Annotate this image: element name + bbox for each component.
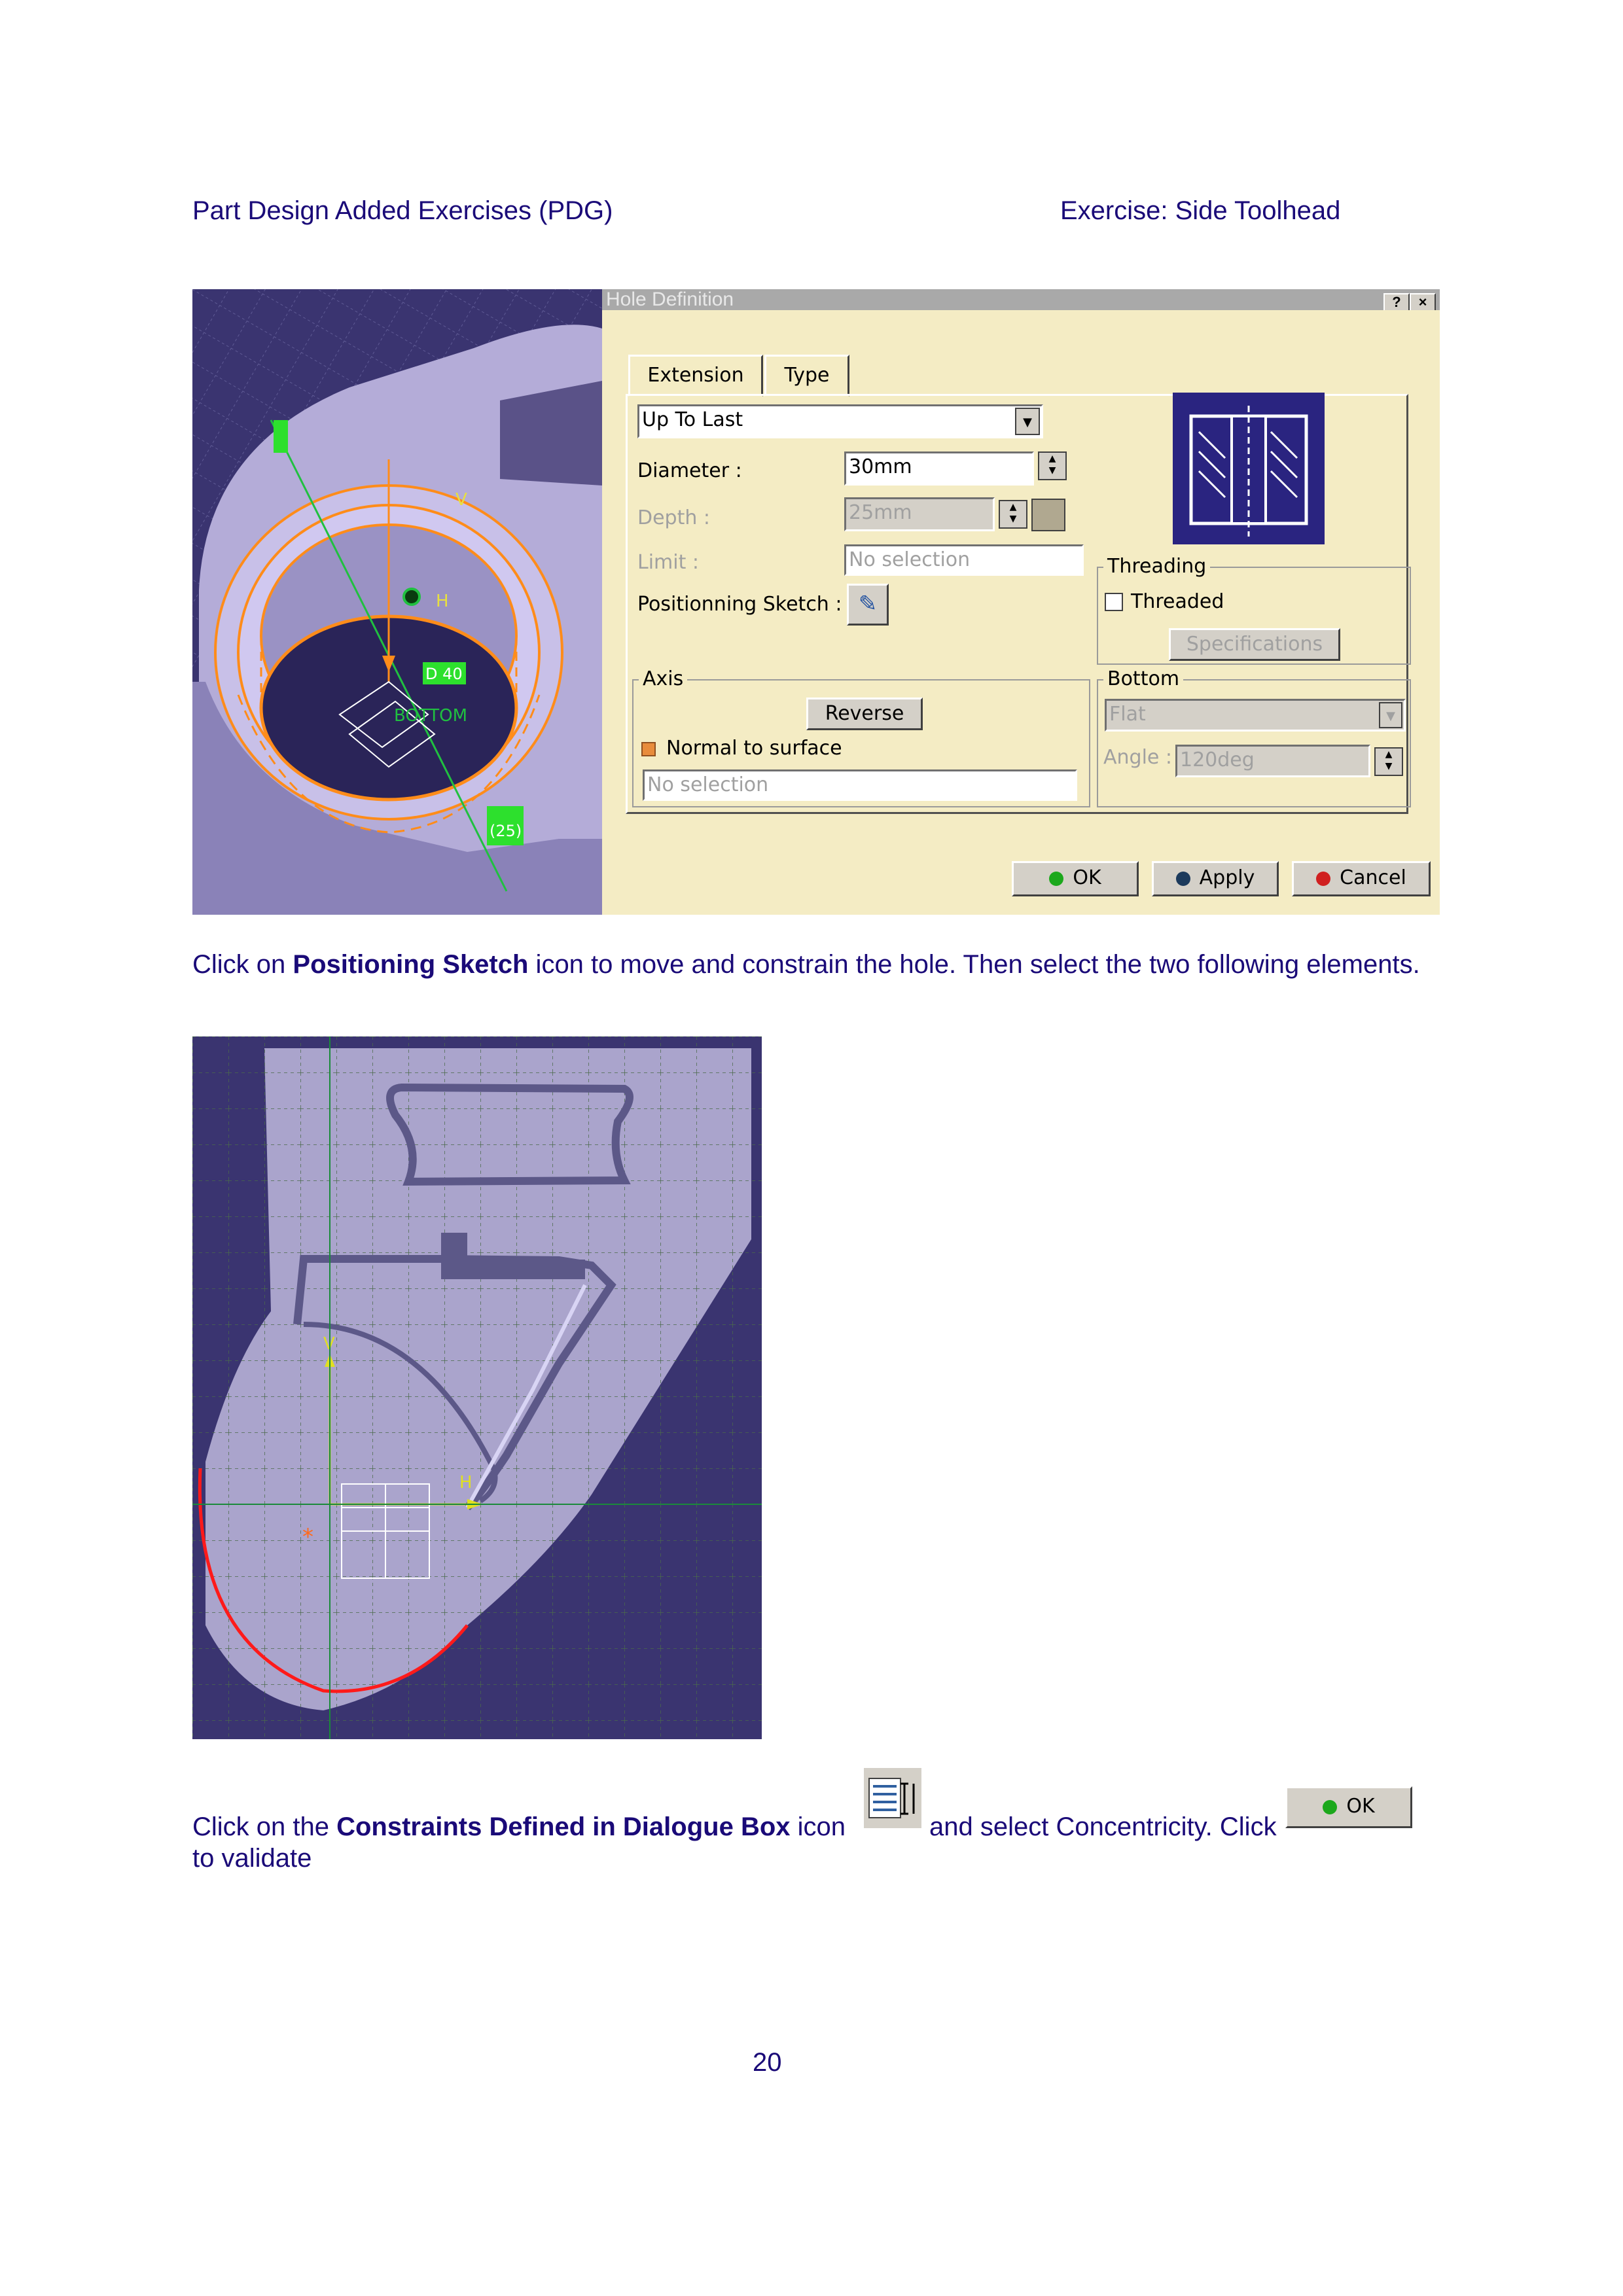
ok-inline-label: OK (1346, 1795, 1375, 1818)
extension-type-value: Up To Last (642, 408, 743, 431)
ok-icon (1049, 872, 1063, 886)
bottom-type-select[interactable] (1105, 699, 1406, 732)
apply-label: Apply (1199, 866, 1255, 889)
instruction-paragraph-2b: and select Concentricity. Click (929, 1812, 1277, 1841)
sketch-v-label: V (323, 1334, 335, 1354)
angle-input[interactable]: 120deg (1175, 745, 1370, 777)
depth-stepper[interactable]: ▲ ▼ (999, 500, 1027, 529)
instruction-paragraph-2a (192, 1811, 860, 1843)
hole-type-icon (1173, 393, 1325, 544)
diameter-input[interactable]: 30mm (844, 451, 1034, 486)
header-right: Exercise: Side Toolhead (1060, 196, 1341, 225)
axis-title: Axis (639, 667, 687, 690)
hole-definition-screenshot (192, 289, 1440, 915)
apply-icon (1176, 872, 1190, 886)
depth-input[interactable]: 25mm (844, 497, 995, 531)
bottom-type-value: Flat (1109, 703, 1146, 726)
normal-to-surface-indicator[interactable] (641, 742, 656, 756)
help-button[interactable]: ? (1383, 293, 1410, 311)
para2-text-1: Click on the (192, 1812, 337, 1841)
angle-label: Angle : (1103, 746, 1173, 769)
sketch-drawing (192, 1036, 762, 1739)
hole-preview-image (1173, 393, 1325, 544)
ok-button[interactable] (1012, 861, 1139, 896)
para2-text-2: icon (790, 1812, 846, 1841)
instruction-paragraph-1 (192, 949, 1436, 980)
reverse-button[interactable]: Reverse (806, 698, 923, 730)
positioning-sketch-button[interactable]: ✎ (847, 584, 889, 626)
hole-3d-model (192, 289, 602, 915)
v-axis-label: V (455, 490, 467, 510)
page-number: 20 (753, 2048, 782, 2077)
d25-label: (25) (490, 822, 522, 840)
diameter-label: Diameter : (637, 459, 742, 482)
limit-label: Limit : (637, 551, 700, 574)
constraints-dialog-icon (864, 1768, 921, 1828)
constraints-icon (864, 1768, 921, 1828)
3d-viewport[interactable] (192, 289, 602, 915)
ok-button-inline (1285, 1786, 1412, 1828)
depth-label: Depth : (637, 506, 711, 529)
threaded-checkbox[interactable] (1105, 593, 1123, 611)
dialog-title: Hole Definition (606, 289, 734, 310)
instruction-paragraph-2c: to validate (192, 1844, 312, 1873)
hole-definition-dialog (602, 289, 1440, 915)
normal-to-surface-label: Normal to surface (666, 737, 842, 760)
angle-stepper[interactable]: ▲ ▼ (1374, 747, 1403, 776)
limit-field[interactable]: No selection (844, 544, 1084, 576)
positioning-sketch-label: Positionning Sketch : (637, 593, 842, 616)
dialog-titlebar (602, 289, 1440, 310)
bottom-label: BOTTOM (394, 706, 468, 726)
ok-label: OK (1073, 866, 1101, 889)
formula-icon[interactable] (1031, 499, 1065, 531)
ok-inline-icon (1323, 1800, 1337, 1814)
sketch-h-label: H (459, 1473, 473, 1492)
threaded-label: Threaded (1131, 590, 1224, 613)
h-axis-label: H (436, 592, 449, 611)
header-left: Part Design Added Exercises (PDG) (192, 196, 613, 225)
threading-title: Threading (1103, 555, 1210, 578)
ok-inline-button (1285, 1786, 1412, 1828)
tab-type[interactable]: Type (764, 355, 849, 397)
sketcher-viewport[interactable] (192, 1036, 762, 1739)
para1-text-2: icon to move and constrain the hole. Then select the two following elements. (528, 950, 1420, 979)
chevron-down-icon[interactable]: ▼ (1015, 408, 1040, 435)
para1-bold: Positioning Sketch (293, 950, 529, 979)
chevron-down-icon[interactable]: ▼ (1379, 702, 1402, 728)
cancel-button[interactable] (1292, 861, 1431, 896)
close-button[interactable]: × (1410, 293, 1436, 311)
axis-selection-field[interactable]: No selection (643, 769, 1077, 801)
d40-label: D 40 (425, 665, 463, 683)
specifications-button[interactable]: Specifications (1169, 628, 1340, 661)
asterisk-icon: * (302, 1524, 313, 1550)
apply-button[interactable] (1152, 861, 1279, 896)
para2-bold: Constraints Defined in Dialogue Box (336, 1812, 791, 1841)
diameter-stepper[interactable]: ▲ ▼ (1038, 451, 1067, 480)
extension-type-select[interactable] (637, 404, 1043, 438)
cancel-label: Cancel (1340, 866, 1406, 889)
para1-text-1: Click on (192, 950, 293, 979)
tab-extension[interactable]: Extension (628, 355, 763, 397)
cancel-icon (1316, 872, 1330, 886)
bottom-title: Bottom (1103, 667, 1183, 690)
